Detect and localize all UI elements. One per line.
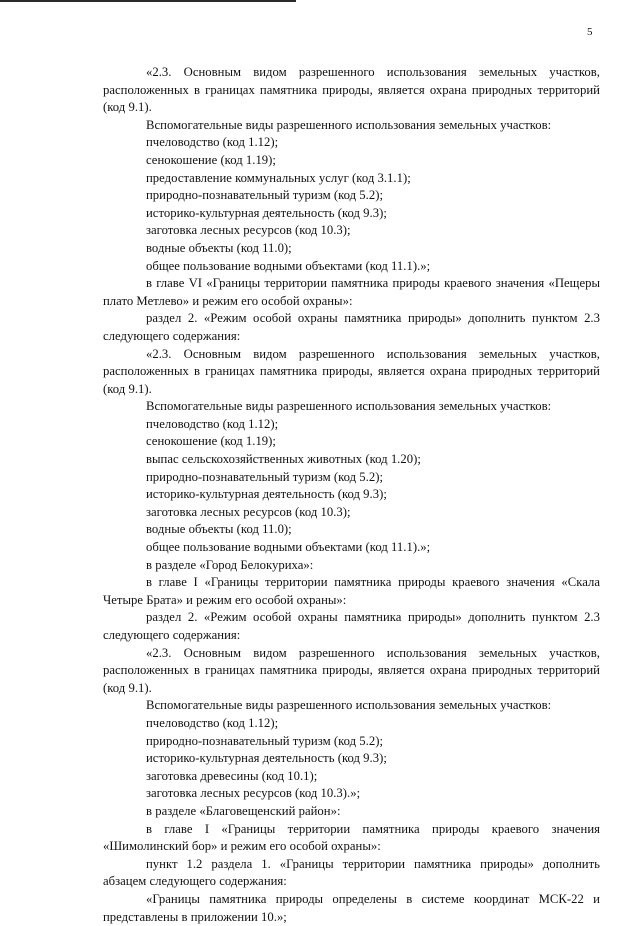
paragraph: «2.3. Основным видом разрешенного использования земельных участков, расположенных в границах памятника природы, является охрана природных территорий (код 9.1). (103, 65, 600, 115)
list-item: выпас сельскохозяйственных животных (код 1.20); (146, 452, 421, 467)
paragraph: «2.3. Основным видом разрешенного использования земельных участков, расположенных в границах памятника природы, является охрана природных территорий (код 9.1). (103, 346, 600, 396)
section-intro: в разделе «Благовещенский район»: (146, 803, 341, 818)
list-item: пчеловодство (код 1.12); (146, 416, 279, 431)
list-item: заготовка лесных ресурсов (код 10.3).»; (146, 786, 361, 801)
list-item: водные объекты (код 11.0); (146, 522, 292, 537)
list-item: водные объекты (код 11.0); (146, 240, 292, 255)
paragraph: «2.3. Основным видом разрешенного использования земельных участков, расположенных в границах памятника природы, является охрана природных территорий (код 9.1). (103, 645, 600, 695)
paragraph: раздел 2. «Режим особой охраны памятника природы» дополнить пунктом 2.3 следующего содержания: (103, 610, 600, 642)
list-item: заготовка древесины (код 10.1); (146, 768, 318, 783)
list-item: историко-культурная деятельность (код 9.3); (146, 205, 387, 220)
list-item: природно-познавательный туризм (код 5.2); (146, 733, 383, 748)
paragraph: в главе I «Границы территории памятника природы краевого значения «Шимолинский бор» и режим его особой охраны»: (103, 821, 600, 854)
document-body (103, 64, 600, 926)
list-item: природно-познавательный туризм (код 5.2); (146, 188, 383, 203)
list-item: заготовка лесных ресурсов (код 10.3); (146, 504, 351, 519)
paragraph: Вспомогательные виды разрешенного использования земельных участков: (146, 698, 552, 713)
paragraph: раздел 2. «Режим особой охраны памятника природы» дополнить пунктом 2.3 следующего содержания: (103, 311, 600, 343)
list-item: общее пользование водными объектами (код 11.1).»; (146, 540, 431, 555)
list-item: пчеловодство (код 1.12); (146, 715, 279, 730)
list-item: общее пользование водными объектами (код 11.1).»; (146, 258, 431, 273)
section-intro: в разделе «Город Белокуриха»: (146, 557, 314, 572)
list-item: заготовка лесных ресурсов (код 10.3); (146, 223, 351, 238)
scan-edge-line (0, 0, 296, 2)
list-item: историко-культурная деятельность (код 9.3); (146, 751, 387, 766)
paragraph: в главе I «Границы территории памятника природы краевого значения «Скала Четыре Брата» и режим его особой охраны»: (103, 575, 600, 607)
paragraph: «Границы памятника природы определены в системе координат МСК-22 и представлены в приложении 10.»; (103, 891, 600, 924)
paragraph: Вспомогательные виды разрешенного использования земельных участков: (146, 117, 552, 132)
list-item: пчеловодство (код 1.12); (146, 135, 279, 150)
list-item: природно-познавательный туризм (код 5.2); (146, 469, 383, 484)
paragraph: пункт 1.2 раздела 1. «Границы территории памятника природы» дополнить абзацем следующего содержания: (103, 856, 600, 889)
page-number: 5 (587, 26, 593, 38)
list-item: историко-культурная деятельность (код 9.3); (146, 487, 387, 502)
list-item: предоставление коммунальных услуг (код 3.1.1); (146, 170, 411, 185)
paragraph: в главе VI «Границы территории памятника природы краевого значения «Пещеры плато Метлево» и режим его особой охраны»: (103, 276, 600, 308)
list-item: сенокошение (код 1.19); (146, 434, 276, 449)
paragraph: Вспомогательные виды разрешенного использования земельных участков: (146, 399, 552, 414)
list-item: сенокошение (код 1.19); (146, 152, 276, 167)
